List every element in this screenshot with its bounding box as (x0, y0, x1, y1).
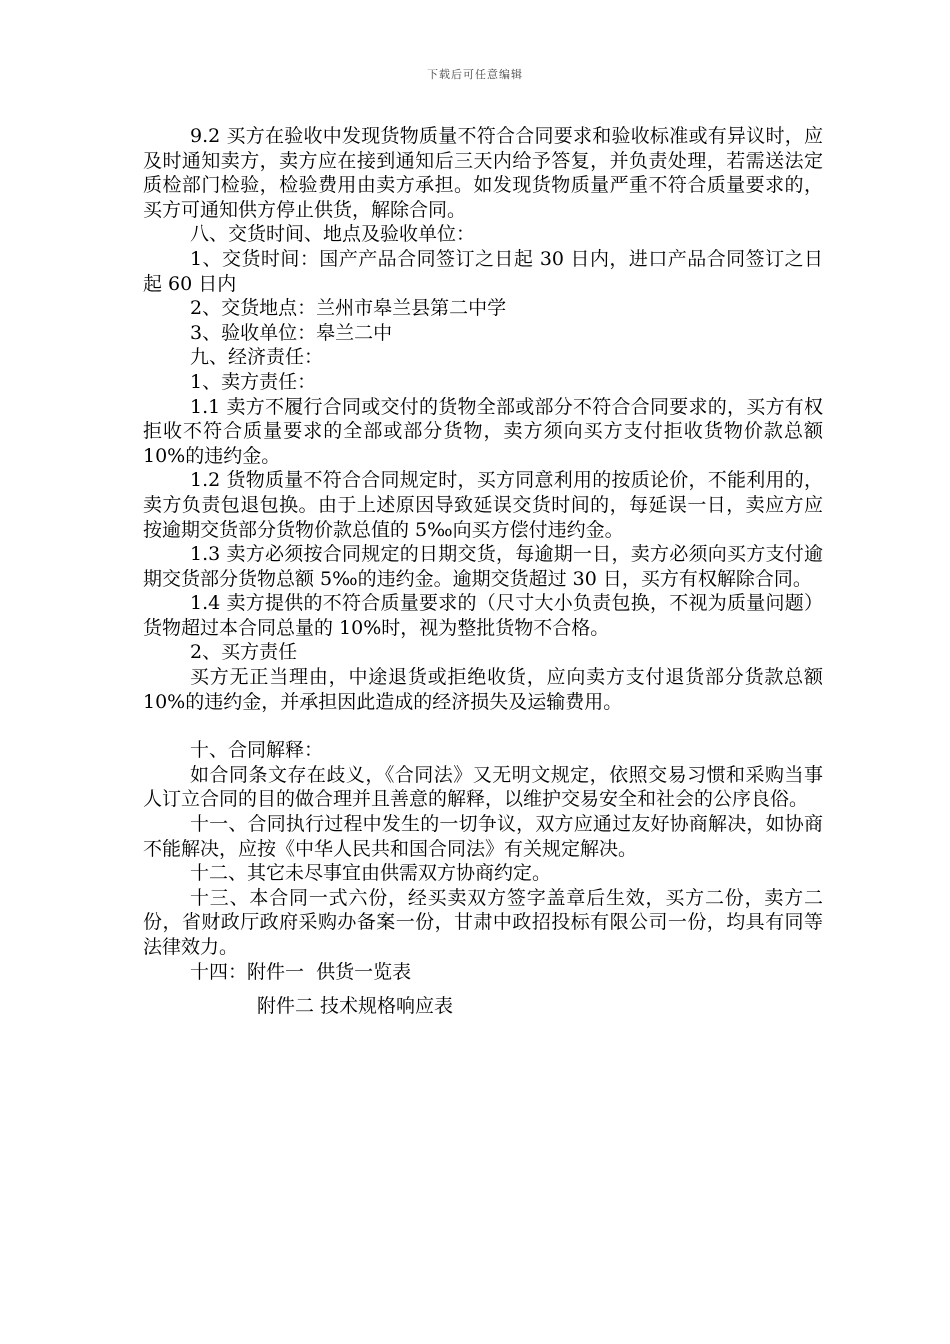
section-10-heading: 十、合同解释： (190, 739, 324, 762)
section-14-attachment-1: 十四：附件一 供货一览表 (190, 960, 412, 983)
section-8-heading: 八、交货时间、地点及验收单位： (190, 223, 476, 246)
clause-1-4: 1.4 卖方提供的不符合质量要求的（尺寸大小负责包换，不视为质量问题）货物超过本合同总量的 10%时，视为整批货物不合格。 (143, 592, 823, 639)
section-11: 十一、合同执行过程中发生的一切争议，双方应通过友好协商解决，如协商不能解决，应按《中华人民共和国合同法》有关规定解决。 (143, 813, 823, 860)
clause-1-3: 1.3 卖方必须按合同规定的日期交货，每逾期一日，卖方必须向买方支付逾期交货部分货物总额 5‰的违约金。逾期交货超过 30 日，买方有权解除合同。 (143, 543, 823, 590)
page-header: 下载后可任意编辑 (427, 68, 523, 81)
document-body (143, 124, 830, 1019)
clause-1-1: 1.1 卖方不履行合同或交付的货物全部或部分不符合合同要求的，买方有权拒收不符合质量要求的全部或部分货物，卖方须向买方支付拒收货物价款总额 10%的违约金。 (143, 395, 830, 467)
paragraph-9-2: 9.2 买方在验收中发现货物质量不符合合同要求和验收标准或有异议时，应及时通知卖方，卖方应在接到通知后三天内给予答复，并负责处理，若需送法定质检部门检验，检验费用由卖方承担。如发现货物质量严重不符合质量要求的，买方可通知供方停止供货，解除合同。 (143, 125, 823, 221)
delivery-location: 2、交货地点：兰州市皋兰县第二中学 (190, 297, 507, 320)
section-12: 十二、其它未尽事宜由供需双方协商约定。 (190, 862, 552, 885)
delivery-time: 1、交货时间：国产产品合同签订之日起 30 日内，进口产品合同签订之日起 60 日内 (143, 247, 823, 295)
clause-1-2: 1.2 货物质量不符合合同规定时，买方同意利用的按质论价，不能利用的，卖方负责包退包换。由于上述原因导致延误交货时间的，每延误一日，卖应方应按逾期交货部分货物价款总值的 5‰向买方偿付违约金。 (143, 469, 823, 541)
acceptance-unit: 3、验收单位：皋兰二中 (190, 321, 393, 344)
contract-interpretation-text: 如合同条文存在歧义，《合同法》又无明文规定，依照交易习惯和采购当事人订立合同的目的做合理并且善意的解释，以维护交易安全和社会的公序良俗。 (143, 763, 823, 811)
section-9-heading: 九、经济责任： (190, 346, 324, 369)
buyer-liability-heading: 2、买方责任 (190, 641, 298, 664)
buyer-liability-text: 买方无正当理由，中途退货或拒绝收货，应向卖方支付退货部分货款总额 10%的违约金，并承担因此造成的经济损失及运输费用。 (143, 666, 830, 713)
blank-line (143, 714, 823, 738)
attachment-2: 附件二 技术规格响应表 (257, 995, 454, 1018)
section-13: 十三、本合同一式六份，经买卖双方签字盖章后生效，买方二份，卖方二份，省财政厅政府采购办备案一份，甘肃中政招投标有限公司一份，均具有同等法律效力。 (143, 886, 823, 958)
seller-liability-heading: 1、卖方责任： (190, 370, 317, 393)
